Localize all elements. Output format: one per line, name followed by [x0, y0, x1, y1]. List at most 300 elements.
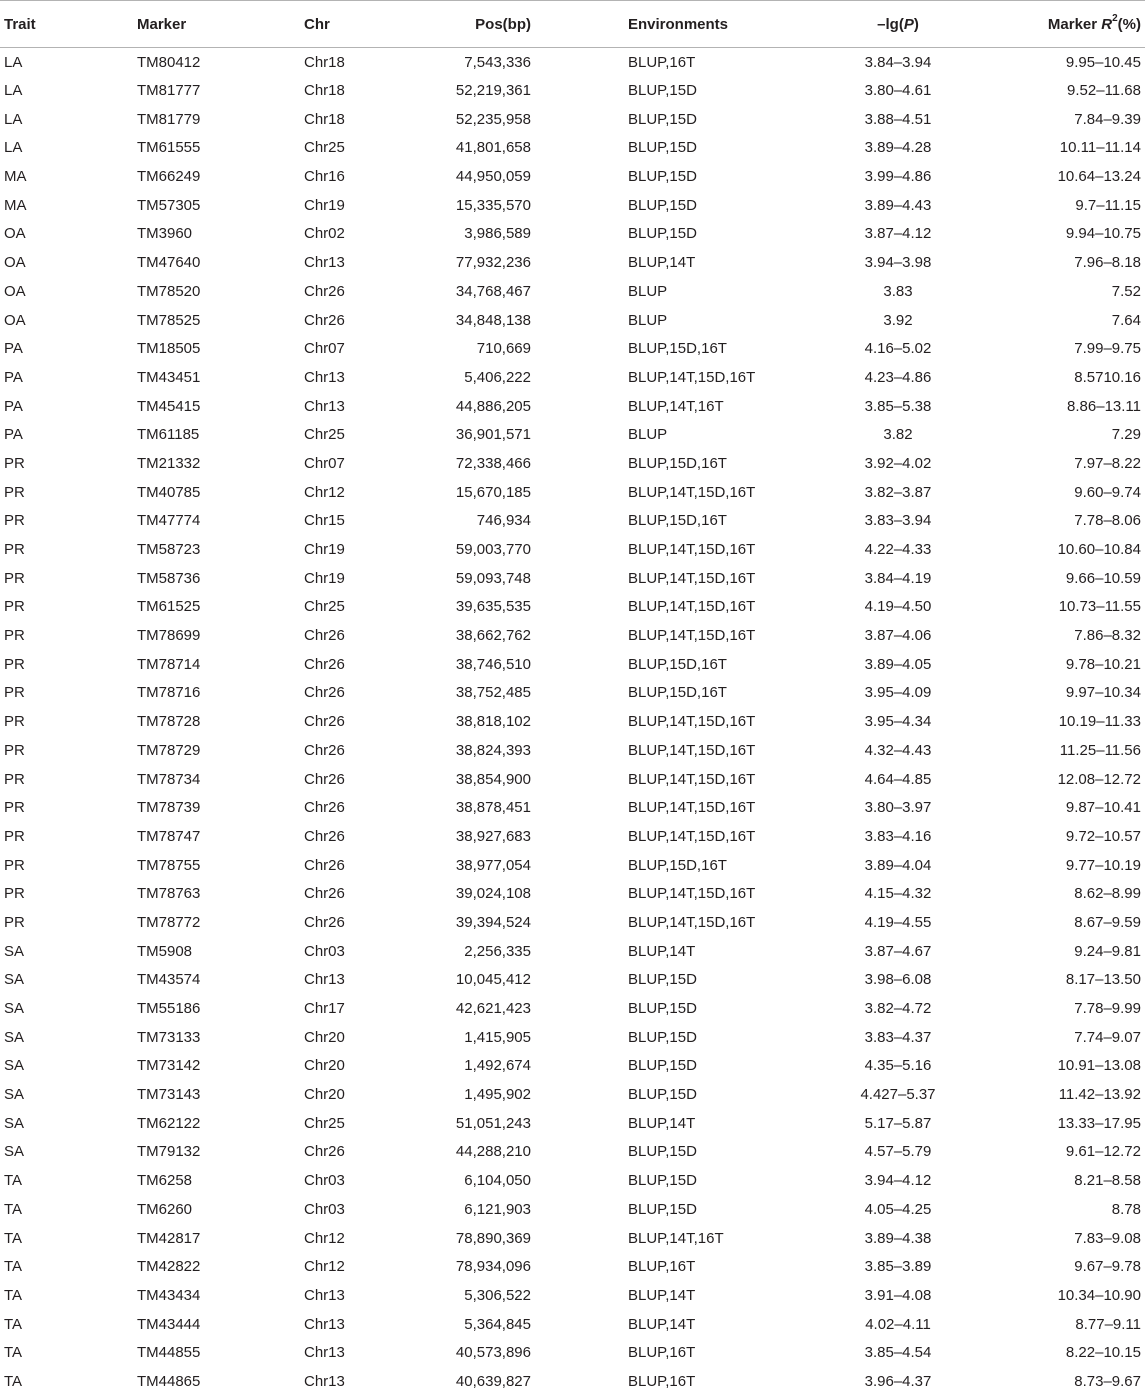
cell-chr: Chr12	[304, 1229, 345, 1247]
cell-lg-p: 4.32–4.43	[864, 741, 932, 759]
cell-lg-p: 3.83–4.16	[864, 827, 932, 845]
cell-marker: TM5908	[137, 942, 193, 960]
cell-chr: Chr07	[304, 454, 345, 472]
cell-trait: SA	[4, 1114, 25, 1132]
cell-lg-p: 3.89–4.43	[864, 196, 932, 214]
cell-environments: BLUP,14T,15D,16T	[628, 541, 756, 559]
cell-gap	[531, 248, 628, 277]
table-row	[0, 793, 1145, 822]
cell-environments: BLUP,14T,15D,16T	[628, 598, 756, 616]
table-row	[0, 191, 1145, 220]
cell-marker: TM78734	[137, 770, 201, 788]
cell-marker: TM78520	[137, 282, 201, 300]
cell-pos: 5,306,522	[464, 1286, 531, 1304]
cell-chr: Chr26	[304, 770, 345, 788]
cell-chr: Chr16	[304, 168, 345, 186]
table-row	[0, 449, 1145, 478]
cell-gap	[531, 1338, 628, 1367]
cell-marker-r2: 7.86–8.32	[1074, 627, 1141, 645]
cell-trait: LA	[4, 82, 23, 100]
table-row	[0, 1338, 1145, 1367]
cell-pos: 34,848,138	[455, 311, 531, 329]
cell-gap	[531, 1052, 628, 1081]
cell-gap	[531, 392, 628, 421]
cell-environments: BLUP,14T,15D,16T	[628, 713, 756, 731]
table-row	[0, 1195, 1145, 1224]
table-row	[0, 1138, 1145, 1167]
cell-marker: TM44865	[137, 1372, 201, 1390]
cell-trait: PR	[4, 512, 25, 530]
cell-marker: TM78716	[137, 684, 201, 702]
cell-gap	[531, 994, 628, 1023]
table-row	[0, 994, 1145, 1023]
table-row	[0, 822, 1145, 851]
cell-marker-r2: 9.94–10.75	[1065, 225, 1141, 243]
cell-marker-r2: 9.78–10.21	[1065, 655, 1141, 673]
cell-environments: BLUP,15D	[628, 971, 697, 989]
cell-chr: Chr03	[304, 1200, 345, 1218]
cell-marker-r2: 7.96–8.18	[1074, 254, 1141, 272]
cell-marker-r2: 9.66–10.59	[1065, 569, 1141, 587]
cell-environments: BLUP,15D	[628, 168, 697, 186]
cell-lg-p: 4.19–4.50	[864, 598, 932, 616]
cell-marker: TM73133	[137, 1028, 201, 1046]
cell-chr: Chr26	[304, 655, 345, 673]
cell-gap	[531, 707, 628, 736]
cell-environments: BLUP,14T,15D,16T	[628, 799, 756, 817]
cell-lg-p: 4.23–4.86	[864, 368, 932, 386]
cell-marker-r2: 9.67–9.78	[1074, 1258, 1141, 1276]
cell-environments: BLUP,14T	[628, 254, 696, 272]
cell-trait: SA	[4, 1143, 25, 1161]
cell-marker: TM21332	[137, 454, 201, 472]
cell-environments: BLUP	[628, 282, 668, 300]
cell-gap	[531, 449, 628, 478]
cell-trait: SA	[4, 1086, 25, 1104]
cell-marker-r2: 9.52–11.68	[1067, 82, 1141, 100]
cell-chr: Chr20	[304, 1028, 345, 1046]
cell-trait: MA	[4, 196, 27, 214]
table-row	[0, 363, 1145, 392]
table-body	[0, 48, 1145, 1396]
cell-pos: 38,927,683	[455, 827, 531, 845]
cell-trait: PA	[4, 426, 23, 444]
cell-marker: TM78763	[137, 885, 201, 903]
cell-lg-p: 3.85–4.54	[864, 1344, 932, 1362]
table-row	[0, 908, 1145, 937]
cell-chr: Chr26	[304, 856, 345, 874]
table-row	[0, 765, 1145, 794]
cell-pos: 44,950,059	[455, 168, 531, 186]
cell-lg-p: 3.84–3.94	[864, 53, 932, 71]
cell-pos: 72,338,466	[455, 454, 531, 472]
cell-lg-p: 3.80–3.97	[864, 799, 932, 817]
cell-pos: 38,752,485	[455, 684, 531, 702]
cell-pos: 5,406,222	[464, 368, 531, 386]
table-row	[0, 1224, 1145, 1253]
cell-lg-p: 3.89–4.05	[864, 655, 932, 673]
cell-pos: 38,818,102	[455, 713, 531, 731]
cell-pos: 77,932,236	[455, 254, 531, 272]
cell-marker-r2: 8.78	[1111, 1200, 1141, 1218]
cell-marker: TM78525	[137, 311, 201, 329]
table-row	[0, 76, 1145, 105]
cell-chr: Chr26	[304, 684, 345, 702]
cell-environments: BLUP,14T,15D,16T	[628, 368, 756, 386]
cell-pos: 15,670,185	[455, 483, 531, 501]
cell-marker: TM80412	[137, 53, 201, 71]
header-pos: Pos(bp)	[475, 15, 531, 33]
header-chr: Chr	[304, 15, 330, 33]
table-row	[0, 1023, 1145, 1052]
cell-chr: Chr26	[304, 311, 345, 329]
cell-gap	[531, 48, 628, 77]
cell-chr: Chr26	[304, 885, 345, 903]
cell-environments: BLUP,15D	[628, 1200, 697, 1218]
cell-lg-p: 3.92	[883, 311, 913, 329]
cell-gap	[531, 736, 628, 765]
table-row	[0, 851, 1145, 880]
cell-marker-r2: 7.64	[1111, 311, 1141, 329]
cell-marker: TM78699	[137, 627, 201, 645]
cell-pos: 38,824,393	[455, 741, 531, 759]
cell-marker: TM61555	[137, 139, 201, 157]
cell-marker: TM43574	[137, 971, 201, 989]
cell-marker-r2: 8.77–9.11	[1075, 1315, 1141, 1333]
cell-lg-p: 4.19–4.55	[864, 913, 932, 931]
cell-marker: TM73142	[137, 1057, 201, 1075]
cell-lg-p: 3.85–3.89	[864, 1258, 932, 1276]
cell-marker-r2: 8.17–13.50	[1065, 971, 1141, 989]
cell-chr: Chr20	[304, 1057, 345, 1075]
cell-gap	[531, 793, 628, 822]
cell-pos: 39,635,535	[455, 598, 531, 616]
header-lg-p: –lg(P)	[877, 15, 919, 33]
cell-lg-p: 3.89–4.38	[864, 1229, 932, 1247]
cell-pos: 1,415,905	[464, 1028, 531, 1046]
cell-marker: TM6260	[137, 1200, 193, 1218]
cell-marker: TM42817	[137, 1229, 201, 1247]
table-row	[0, 1052, 1145, 1081]
cell-environments: BLUP,15D,16T	[628, 856, 727, 874]
cell-marker: TM44855	[137, 1344, 201, 1362]
cell-trait: TA	[4, 1172, 23, 1190]
cell-marker-r2: 9.77–10.19	[1065, 856, 1141, 874]
table-row	[0, 879, 1145, 908]
cell-gap	[531, 334, 628, 363]
cell-lg-p: 4.22–4.33	[864, 541, 932, 559]
cell-marker: TM42822	[137, 1258, 201, 1276]
cell-trait: PR	[4, 454, 25, 472]
cell-trait: TA	[4, 1344, 23, 1362]
cell-lg-p: 4.64–4.85	[864, 770, 932, 788]
cell-trait: OA	[4, 282, 26, 300]
cell-chr: Chr25	[304, 1114, 345, 1132]
cell-pos: 38,854,900	[455, 770, 531, 788]
cell-marker: TM47640	[137, 254, 201, 272]
table-row	[0, 392, 1145, 421]
cell-gap	[531, 134, 628, 163]
cell-environments: BLUP,15D	[628, 139, 697, 157]
cell-environments: BLUP,14T,15D,16T	[628, 913, 756, 931]
cell-marker-r2: 8.67–9.59	[1074, 913, 1141, 931]
table-row	[0, 48, 1145, 77]
cell-marker-r2: 9.24–9.81	[1074, 942, 1141, 960]
cell-pos: 39,024,108	[455, 885, 531, 903]
cell-pos: 52,219,361	[455, 82, 531, 100]
cell-trait: MA	[4, 168, 27, 186]
cell-marker-r2: 12.08–12.72	[1057, 770, 1141, 788]
cell-marker-r2: 9.60–9.74	[1074, 483, 1141, 501]
cell-trait: TA	[4, 1286, 23, 1304]
cell-lg-p: 3.91–4.08	[864, 1286, 932, 1304]
cell-environments: BLUP,16T	[628, 1258, 696, 1276]
table-row	[0, 220, 1145, 249]
cell-marker-r2: 7.74–9.07	[1074, 1028, 1141, 1046]
table-row	[0, 1367, 1145, 1396]
table-row	[0, 248, 1145, 277]
cell-gap	[531, 1138, 628, 1167]
cell-gap	[531, 966, 628, 995]
cell-marker-r2: 9.7–11.15	[1075, 196, 1141, 214]
cell-pos: 5,364,845	[464, 1315, 531, 1333]
cell-chr: Chr26	[304, 627, 345, 645]
cell-environments: BLUP	[628, 311, 668, 329]
cell-trait: SA	[4, 1057, 25, 1075]
cell-pos: 44,886,205	[455, 397, 531, 415]
cell-gap	[531, 162, 628, 191]
cell-marker: TM78729	[137, 741, 201, 759]
cell-marker: TM43444	[137, 1315, 201, 1333]
cell-chr: Chr12	[304, 483, 345, 501]
cell-chr: Chr26	[304, 282, 345, 300]
cell-trait: OA	[4, 225, 26, 243]
cell-gap	[531, 420, 628, 449]
cell-chr: Chr03	[304, 942, 345, 960]
cell-trait: PR	[4, 598, 25, 616]
cell-marker: TM62122	[137, 1114, 201, 1132]
cell-trait: LA	[4, 139, 23, 157]
cell-chr: Chr25	[304, 598, 345, 616]
cell-environments: BLUP,15D,16T	[628, 655, 727, 673]
cell-trait: PR	[4, 913, 25, 931]
cell-chr: Chr13	[304, 1315, 345, 1333]
cell-gap	[531, 1195, 628, 1224]
cell-trait: TA	[4, 1372, 23, 1390]
cell-lg-p: 3.95–4.34	[864, 713, 932, 731]
cell-environments: BLUP,16T	[628, 53, 696, 71]
table-row	[0, 1166, 1145, 1195]
cell-trait: PR	[4, 713, 25, 731]
cell-environments: BLUP,14T,15D,16T	[628, 741, 756, 759]
cell-marker: TM47774	[137, 512, 201, 530]
cell-chr: Chr13	[304, 1286, 345, 1304]
cell-gap	[531, 105, 628, 134]
cell-marker: TM61185	[137, 426, 200, 444]
cell-chr: Chr03	[304, 1172, 345, 1190]
cell-trait: TA	[4, 1200, 23, 1218]
cell-marker-r2: 7.83–9.08	[1074, 1229, 1141, 1247]
cell-gap	[531, 220, 628, 249]
cell-lg-p: 3.87–4.12	[864, 225, 932, 243]
table-row	[0, 593, 1145, 622]
cell-environments: BLUP,14T,16T	[628, 1229, 724, 1247]
cell-chr: Chr18	[304, 82, 345, 100]
cell-lg-p: 3.96–4.37	[864, 1372, 932, 1390]
cell-marker-r2: 10.91–13.08	[1057, 1057, 1141, 1075]
table-row	[0, 334, 1145, 363]
cell-lg-p: 5.17–5.87	[864, 1114, 932, 1132]
cell-lg-p: 4.02–4.11	[865, 1315, 931, 1333]
cell-marker-r2: 8.62–8.99	[1074, 885, 1141, 903]
cell-lg-p: 3.98–6.08	[864, 971, 932, 989]
cell-environments: BLUP,14T,15D,16T	[628, 627, 756, 645]
cell-pos: 3,986,589	[464, 225, 531, 243]
cell-trait: PR	[4, 684, 25, 702]
cell-gap	[531, 1281, 628, 1310]
cell-environments: BLUP,14T	[628, 942, 696, 960]
cell-gap	[531, 564, 628, 593]
cell-chr: Chr12	[304, 1258, 345, 1276]
cell-gap	[531, 76, 628, 105]
cell-pos: 41,801,658	[455, 139, 531, 157]
cell-marker: TM40785	[137, 483, 201, 501]
cell-pos: 2,256,335	[464, 942, 531, 960]
cell-environments: BLUP,14T,15D,16T	[628, 885, 756, 903]
cell-gap	[531, 851, 628, 880]
cell-environments: BLUP,14T	[628, 1286, 696, 1304]
cell-environments: BLUP,15D	[628, 225, 697, 243]
cell-trait: PR	[4, 770, 25, 788]
cell-gap	[531, 593, 628, 622]
header-environments: Environments	[628, 15, 729, 33]
cell-environments: BLUP,15D,16T	[628, 340, 727, 358]
cell-chr: Chr26	[304, 1143, 345, 1161]
cell-marker-r2: 10.60–10.84	[1057, 541, 1141, 559]
cell-chr: Chr02	[304, 225, 345, 243]
cell-lg-p: 3.95–4.09	[864, 684, 932, 702]
table-row	[0, 937, 1145, 966]
table-row	[0, 507, 1145, 536]
cell-chr: Chr13	[304, 1344, 345, 1362]
cell-lg-p: 4.57–5.79	[864, 1143, 932, 1161]
cell-chr: Chr26	[304, 799, 345, 817]
cell-marker: TM78747	[137, 827, 201, 845]
cell-chr: Chr26	[304, 713, 345, 731]
cell-trait: PA	[4, 340, 23, 358]
cell-environments: BLUP,14T,15D,16T	[628, 770, 756, 788]
cell-environments: BLUP,15D	[628, 1028, 697, 1046]
cell-trait: PR	[4, 655, 25, 673]
header-marker-r2: Marker $R^2(\%)$	[1047, 12, 1141, 33]
cell-trait: PR	[4, 827, 25, 845]
cell-trait: PR	[4, 541, 25, 559]
cell-gap	[531, 937, 628, 966]
cell-lg-p: 3.80–4.61	[864, 82, 932, 100]
cell-gap	[531, 1224, 628, 1253]
cell-environments: BLUP,16T	[628, 1344, 696, 1362]
cell-chr: Chr25	[304, 426, 345, 444]
table-row	[0, 966, 1145, 995]
cell-marker-r2: 8.73–9.67	[1074, 1372, 1141, 1390]
cell-chr: Chr13	[304, 368, 345, 386]
cell-chr: Chr18	[304, 53, 345, 71]
table-row	[0, 650, 1145, 679]
cell-gap	[531, 908, 628, 937]
cell-marker: TM55186	[137, 1000, 201, 1018]
cell-pos: 78,890,369	[455, 1229, 531, 1247]
cell-trait: TA	[4, 1315, 23, 1333]
cell-gap	[531, 1310, 628, 1339]
cell-chr: Chr15	[304, 512, 345, 530]
cell-environments: BLUP,15D,16T	[628, 512, 727, 530]
cell-marker: TM66249	[137, 168, 201, 186]
cell-chr: Chr07	[304, 340, 345, 358]
header-gap	[531, 1, 628, 48]
cell-environments: BLUP,16T	[628, 1372, 696, 1390]
table-row	[0, 535, 1145, 564]
table-header-row	[0, 1, 1145, 48]
cell-lg-p: 3.99–4.86	[864, 168, 932, 186]
cell-trait: PA	[4, 368, 23, 386]
cell-gap	[531, 1166, 628, 1195]
cell-lg-p: 4.05–4.25	[864, 1200, 932, 1218]
cell-marker-r2: 11.42–13.92	[1058, 1086, 1141, 1104]
cell-lg-p: 4.427–5.37	[860, 1086, 936, 1104]
cell-trait: LA	[4, 110, 23, 128]
cell-lg-p: 3.89–4.28	[864, 139, 932, 157]
cell-marker-r2: 10.19–11.33	[1058, 713, 1141, 731]
cell-pos: 52,235,958	[455, 110, 531, 128]
cell-marker: TM18505	[137, 340, 201, 358]
table-row	[0, 420, 1145, 449]
cell-trait: PR	[4, 483, 25, 501]
cell-lg-p: 3.92–4.02	[864, 454, 932, 472]
cell-pos: 59,093,748	[455, 569, 531, 587]
cell-pos: 38,977,054	[455, 856, 531, 874]
cell-environments: BLUP	[628, 426, 668, 444]
cell-marker: TM58736	[137, 569, 201, 587]
cell-lg-p: 3.89–4.04	[864, 856, 932, 874]
cell-marker: TM78728	[137, 713, 201, 731]
cell-chr: Chr19	[304, 569, 345, 587]
cell-trait: PR	[4, 569, 25, 587]
cell-chr: Chr13	[304, 971, 345, 989]
cell-environments: BLUP,14T,15D,16T	[628, 827, 756, 845]
cell-gap	[531, 535, 628, 564]
cell-marker-r2: 10.34–10.90	[1057, 1286, 1141, 1304]
cell-chr: Chr20	[304, 1086, 345, 1104]
cell-gap	[531, 1109, 628, 1138]
table-row	[0, 621, 1145, 650]
cell-pos: 15,335,570	[455, 196, 531, 214]
cell-chr: Chr13	[304, 254, 345, 272]
cell-lg-p: 3.83–3.94	[864, 512, 932, 530]
cell-pos: 44,288,210	[455, 1143, 531, 1161]
cell-marker: TM81777	[137, 82, 201, 100]
cell-gap	[531, 879, 628, 908]
cell-marker: TM78755	[137, 856, 201, 874]
cell-lg-p: 3.82	[883, 426, 913, 444]
table-row	[0, 478, 1145, 507]
cell-lg-p: 3.82–3.87	[864, 483, 932, 501]
cell-pos: 1,495,902	[464, 1086, 531, 1104]
cell-gap	[531, 1252, 628, 1281]
cell-gap	[531, 277, 628, 306]
cell-marker-r2: 8.86–13.11	[1067, 397, 1141, 415]
cell-lg-p: 4.16–5.02	[864, 340, 932, 358]
cell-environments: BLUP,14T	[628, 1315, 696, 1333]
